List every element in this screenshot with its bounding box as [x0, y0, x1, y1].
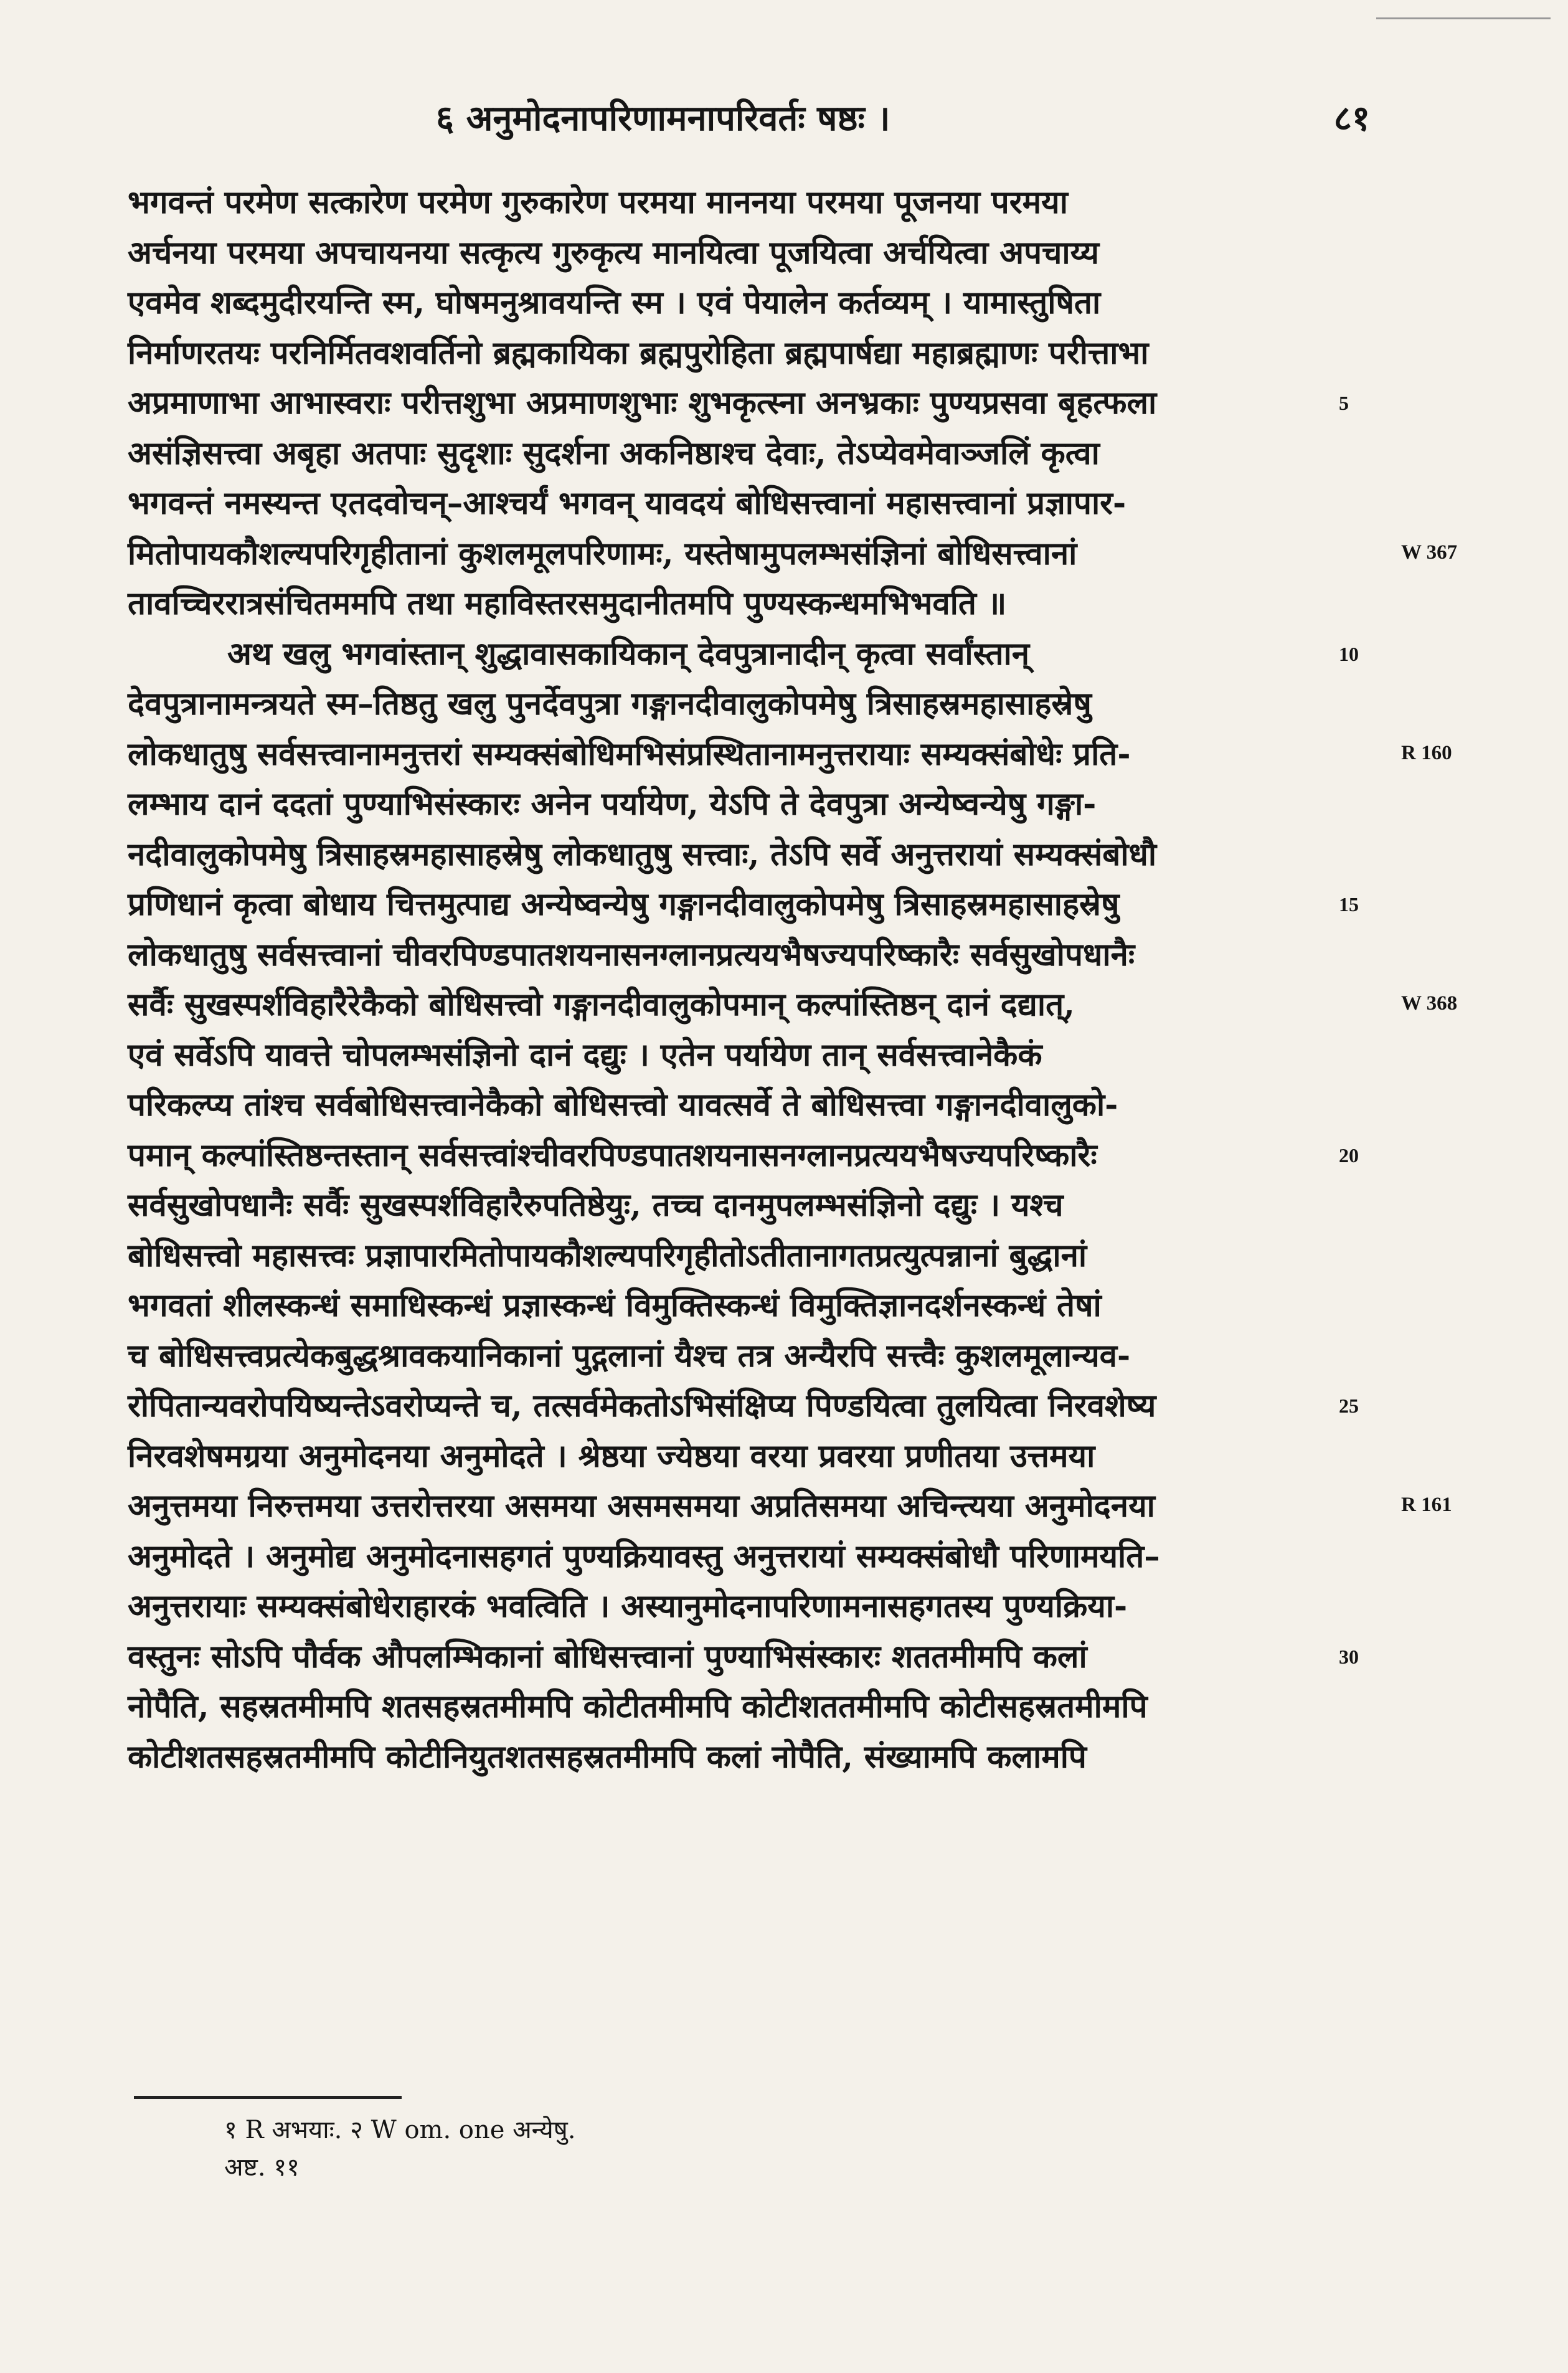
text-line — [128, 378, 1349, 429]
text-line-content: प्रणिधानं कृत्वा बोधाय चित्तमुत्पाद्य अन्येष्वन्येषु गङ्गानदीवालुकोपमेषु त्रिसाहस्रमहासाहस्रेषु — [128, 886, 1120, 923]
text-line-content: अनुत्तमया निरुत्तमया उत्तरोत्तरया असमया असमसमया अप्रतिसमया अचिन्त्यया अनुमोदनया — [128, 1487, 1155, 1525]
line-number: 30 — [1339, 1645, 1359, 1668]
margin-note: R 160 — [1401, 741, 1452, 764]
text-line-content: अनुमोदते । अनुमोद्य अनुमोदनासहगतं पुण्यक्रियावस्तु अनुत्तरायां सम्यक्संबोधौ परिणामयति– — [128, 1537, 1160, 1575]
text-line-content: अप्रमाणाभा आभास्वराः परीत्तशुभा अप्रमाणशुभाः शुभकृत्स्ना अनभ्रकाः पुण्यप्रसवा बृहत्फला — [128, 384, 1157, 422]
text-line-content: च बोधिसत्त्वप्रत्येकबुद्धश्रावकयानिकानां पुद्गलानां यैश्च तत्र अन्यैरपि सत्त्वैः कुशलमूलान्यव- — [128, 1337, 1131, 1375]
running-header — [436, 87, 1370, 143]
text-line — [128, 1180, 1329, 1231]
signature-mark: अष्ट. ११ — [224, 2153, 300, 2182]
text-line — [128, 1231, 1329, 1281]
line-number: 20 — [1339, 1144, 1359, 1167]
text-line — [128, 278, 1329, 328]
text-line-content: भगवन्तं नमस्यन्त एतदवोचन्–आश्चर्यं भगवन् यावदयं बोधिसत्त्वानां महासत्त्वानां प्रज्ञापार- — [128, 485, 1126, 522]
text-line — [128, 879, 1359, 930]
text-line — [128, 1281, 1329, 1331]
text-line — [128, 830, 1329, 880]
text-line — [128, 1130, 1359, 1181]
text-line-content: कोटीशतसहस्रतमीमपि कोटीनियुतशतसहस्रतमीमपि कलां नोपैति, संख्यामपि कलामपि — [128, 1738, 1087, 1776]
text-line — [128, 1331, 1329, 1381]
text-line-content: लोकधातुषु सर्वसत्त्वानां चीवरपिण्डपातशयनासनग्लानप्रत्ययभैषज्यपरिष्कारैः सर्वसुखोपधानैः — [128, 935, 1135, 973]
text-line-content: सर्वसुखोपधानैः सर्वैः सुखस्पर्शविहारैरुपतिष्ठेयुः, तच्च दानमुपलम्भसंज्ञिनो दद्युः । यश्च — [128, 1186, 1064, 1224]
text-line — [128, 1581, 1329, 1632]
main-text — [128, 178, 1359, 1782]
line-number: 5 — [1339, 392, 1349, 414]
text-line — [128, 1381, 1359, 1431]
text-line — [128, 1030, 1329, 1081]
text-line — [128, 679, 1329, 729]
line-number: 10 — [1339, 642, 1359, 665]
text-line-content: नोपैति, सहस्रतमीमपि शतसहस्रतमीमपि कोटीतमीमपि कोटीशततमीमपि कोटीसहस्रतमीमपि — [128, 1688, 1148, 1725]
text-line-content: लम्भाय दानं ददतां पुण्याभिसंस्कारः अनेन पर्यायेण, येऽपि ते देवपुत्रा अन्येष्वन्येषु गङ्गा- — [128, 785, 1097, 823]
line-number: 25 — [1339, 1395, 1359, 1417]
text-line — [128, 980, 1329, 1030]
text-line-content: असंज्ञिसत्त्वा अबृहा अतपाः सुदृशाः सुदर्शना अकनिष्ठाश्च देवाः, तेऽप्येवमेवाञ्जलिं कृत्वा — [128, 434, 1100, 472]
text-line — [128, 1732, 1329, 1783]
text-line-content: वस्तुनः सोऽपि पौर्वक औपलम्भिकानां बोधिसत्त्वानां पुण्याभिसंस्कारः शततमीमपि कलां — [128, 1637, 1087, 1675]
margin-references — [1395, 0, 1557, 2373]
text-line — [128, 779, 1329, 830]
text-line — [128, 1632, 1359, 1682]
text-line — [128, 629, 1359, 680]
text-line-content: भगवतां शीलस्कन्धं समाधिस्कन्धं प्रज्ञास्कन्धं विमुक्तिस्कन्धं विमुक्तिज्ञानदर्शनस्कन्धं तेषां — [128, 1287, 1102, 1324]
page-number: ८१ — [1333, 98, 1370, 139]
text-line-content: भगवन्तं परमेण सत्कारेण परमेण गुरुकारेण परमया माननया परमया पूजनया परमया — [128, 184, 1068, 221]
text-line — [128, 328, 1329, 379]
text-line — [128, 1481, 1329, 1532]
text-line-content: निर्माणरतयः परनिर्मितवशवर्तिनो ब्रह्मकायिका ब्रह्मपुरोहिता ब्रह्मपार्षद्या महाब्रह्माणः परीत्ताभा — [128, 334, 1149, 372]
text-line-content: पमान् कल्पांस्तिष्ठन्तस्तान् सर्वसत्त्वांश्चीवरपिण्डपातशयनासनग्लानप्रत्ययभैषज्यपरिष्कारैः — [128, 1136, 1097, 1174]
text-line — [128, 429, 1329, 479]
footnote-1: १ R अभयाः. २ W om. one अन्येषु. — [224, 2116, 576, 2144]
text-line-content: अर्चनया परमया अपचायनया सत्कृत्य गुरुकृत्य मानयित्वा पूजयित्वा अर्चयित्वा अपचाय्य — [128, 234, 1099, 272]
footnotes — [224, 2111, 1096, 2186]
text-line — [128, 930, 1329, 980]
margin-note: W 367 — [1401, 541, 1458, 564]
text-line-content: रोपितान्यवरोपयिष्यन्तेऽवरोप्यन्ते च, तत्सर्वमेकतोऽभिसंक्षिप्य पिण्डयित्वा तुलयित्वा निरवशेष्य — [128, 1387, 1156, 1424]
text-line-content: बोधिसत्त्वो महासत्त्वः प्रज्ञापारमितोपायकौशल्यपरिगृहीतोऽतीतानागतप्रत्युत्पन्नानां बुद्धानां — [128, 1236, 1087, 1274]
text-line-content: तावच्चिररात्रसंचितममपि तथा महाविस्तरसमुदानीतमपि पुण्यस्कन्धमभिभवति ॥ — [128, 585, 1007, 622]
text-line-content: मितोपायकौशल्यपरिगृहीतानां कुशलमूलपरिणामः, यस्तेषामुपलम्भसंज्ञिनां बोधिसत्त्वानां — [128, 534, 1077, 572]
text-line — [128, 1431, 1329, 1482]
text-line — [128, 529, 1329, 579]
text-line — [128, 579, 1329, 629]
text-line-content: एवं सर्वेऽपि यावत्ते चोपलम्भसंज्ञिनो दानं दद्युः । एतेन पर्यायेण तान् सर्वसत्त्वानेकैकं — [128, 1036, 1042, 1074]
text-line — [128, 478, 1329, 529]
text-line — [128, 228, 1329, 278]
text-line — [128, 1532, 1329, 1582]
text-line-content: परिकल्प्य तांश्च सर्वबोधिसत्त्वानेकैको बोधिसत्त्वो यावत्सर्वे ते बोधिसत्त्वा गङ्गानदीवालुको- — [128, 1086, 1118, 1124]
line-number: 15 — [1339, 893, 1359, 916]
margin-note: R 161 — [1401, 1494, 1452, 1516]
text-line — [128, 1080, 1329, 1130]
text-line-content: सर्वैः सुखस्पर्शविहारैरेकैको बोधिसत्त्वो गङ्गानदीवालुकोपमान् कल्पांस्तिष्ठन् दानं दद्यात्, — [128, 986, 1075, 1023]
chapter-title: ६ अनुमोदनापरिणामनापरिवर्तः षष्ठः । — [436, 98, 890, 139]
text-line-content: एवमेव शब्दमुदीरयन्ति स्म, घोषमनुश्रावयन्ति स्म । एवं पेयालेन कर्तव्यम् । यामास्तुषिता — [128, 284, 1101, 321]
text-line-content: नदीवालुकोपमेषु त्रिसाहस्रमहासाहस्रेषु लोकधातुषु सत्त्वाः, तेऽपि सर्वे अनुत्तरायां सम्यक्संबोधौ — [128, 835, 1157, 873]
text-line — [128, 178, 1329, 228]
margin-note: W 368 — [1401, 992, 1458, 1015]
text-line-content: अनुत्तरायाः सम्यक्संबोधेराहारकं भवत्विति । अस्यानुमोदनापरिणामनासहगतस्य पुण्यक्रिया- — [128, 1588, 1128, 1625]
footnote-rule — [134, 2096, 402, 2099]
text-line-content: लोकधातुषु सर्वसत्त्वानामनुत्तरां सम्यक्संबोधिमभिसंप्रस्थितानामनुत्तरायाः सम्यक्संबोधेः प्रति- — [128, 735, 1131, 773]
text-line — [128, 729, 1329, 780]
text-line-content: निरवशेषमग्रया अनुमोदनया अनुमोदते । श्रेष्ठया ज्येष्ठया वरया प्रवरया प्रणीतया उत्तमया — [128, 1437, 1095, 1475]
text-line — [128, 1682, 1329, 1732]
text-line-content: देवपुत्रानामन्त्रयते स्म–तिष्ठतु खलु पुनर्देवपुत्रा गङ्गानदीवालुकोपमेषु त्रिसाहस्रमहासाहस्रेषु — [128, 685, 1092, 722]
text-line-content: अथ खलु भगवांस्तान् शुद्धावासकायिकान् देवपुत्रानादीन् कृत्वा सर्वांस्तान् — [227, 635, 1030, 673]
